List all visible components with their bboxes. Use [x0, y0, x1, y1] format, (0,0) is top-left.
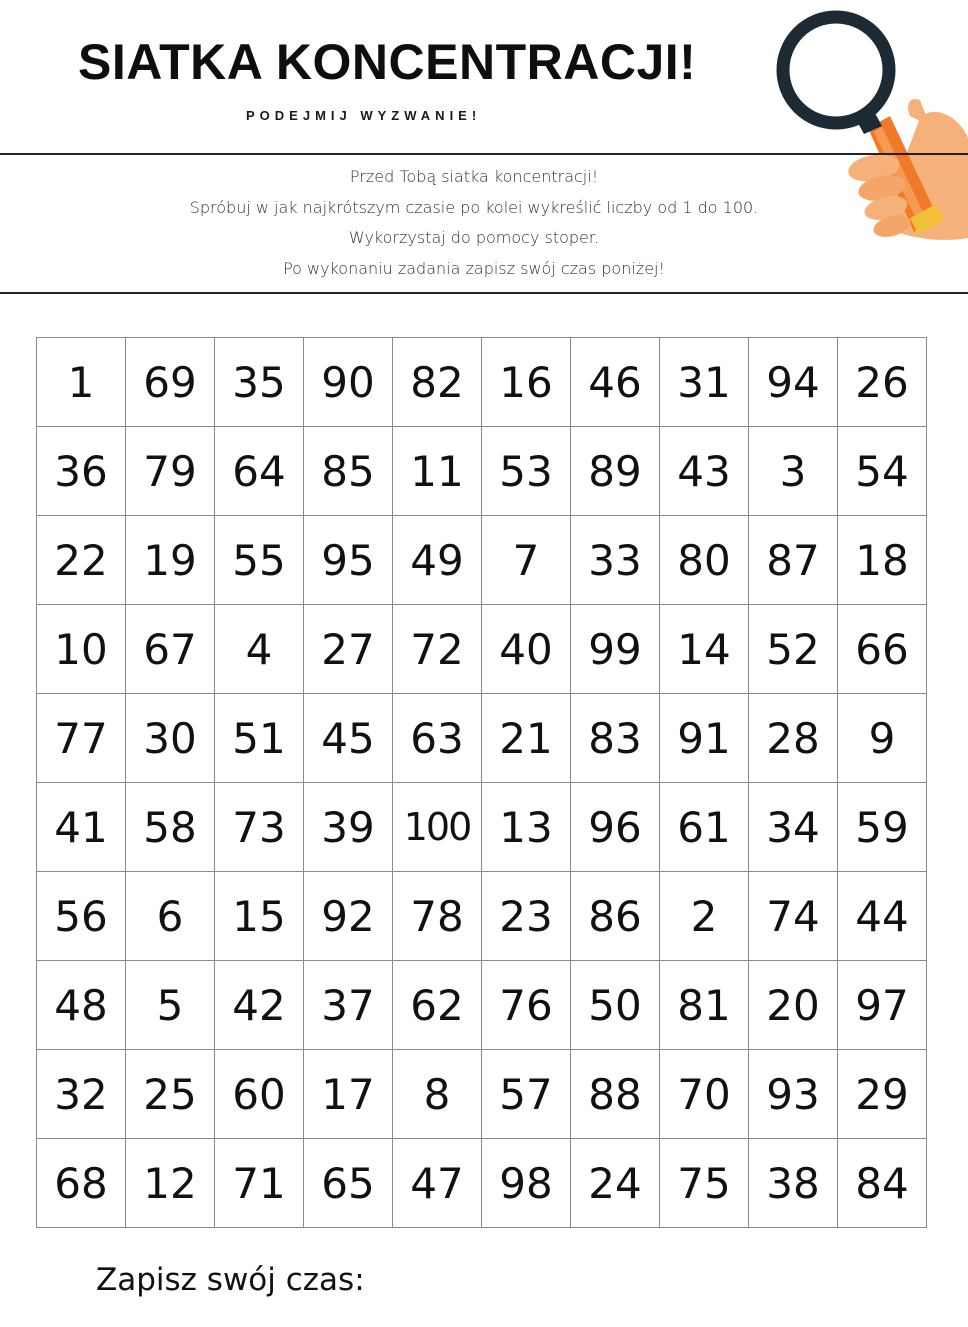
grid-cell[interactable]: 23: [482, 872, 571, 961]
grid-cell[interactable]: 56: [37, 872, 126, 961]
grid-cell[interactable]: 46: [571, 338, 660, 427]
grid-cell[interactable]: 38: [749, 1139, 838, 1228]
grid-cell[interactable]: 21: [482, 694, 571, 783]
grid-cell[interactable]: 100: [393, 783, 482, 872]
grid-cell[interactable]: 62: [393, 961, 482, 1050]
grid-cell[interactable]: 10: [37, 605, 126, 694]
grid-cell[interactable]: 63: [393, 694, 482, 783]
grid-cell[interactable]: 82: [393, 338, 482, 427]
grid-cell[interactable]: 73: [215, 783, 304, 872]
time-label: Zapisz swój czas:: [96, 1262, 365, 1298]
page-title: SIATKA KONCENTRACJI!: [78, 34, 697, 90]
grid-cell[interactable]: 55: [215, 516, 304, 605]
grid-cell[interactable]: 18: [838, 516, 927, 605]
grid-cell[interactable]: 98: [482, 1139, 571, 1228]
grid-cell[interactable]: 79: [126, 427, 215, 516]
grid-cell[interactable]: 90: [304, 338, 393, 427]
grid-cell[interactable]: 16: [482, 338, 571, 427]
grid-cell[interactable]: 84: [838, 1139, 927, 1228]
grid-cell[interactable]: 34: [749, 783, 838, 872]
grid-cell[interactable]: 41: [37, 783, 126, 872]
grid-cell[interactable]: 89: [571, 427, 660, 516]
grid-cell[interactable]: 92: [304, 872, 393, 961]
grid-cell[interactable]: 86: [571, 872, 660, 961]
grid-cell[interactable]: 60: [215, 1050, 304, 1139]
grid-cell[interactable]: 36: [37, 427, 126, 516]
grid-cell[interactable]: 54: [838, 427, 927, 516]
grid-cell[interactable]: 15: [215, 872, 304, 961]
grid-cell[interactable]: 40: [482, 605, 571, 694]
grid-cell[interactable]: 68: [37, 1139, 126, 1228]
grid-cell[interactable]: 95: [304, 516, 393, 605]
grid-cell[interactable]: 25: [126, 1050, 215, 1139]
grid-cell[interactable]: 22: [37, 516, 126, 605]
grid-cell[interactable]: 57: [482, 1050, 571, 1139]
grid-cell[interactable]: 14: [660, 605, 749, 694]
grid-cell[interactable]: 11: [393, 427, 482, 516]
grid-cell[interactable]: 44: [838, 872, 927, 961]
grid-cell[interactable]: 39: [304, 783, 393, 872]
grid-cell[interactable]: 58: [126, 783, 215, 872]
grid-cell[interactable]: 81: [660, 961, 749, 1050]
instructions: [0, 162, 948, 284]
grid-cell[interactable]: 33: [571, 516, 660, 605]
grid-cell[interactable]: 19: [126, 516, 215, 605]
grid-cell[interactable]: 20: [749, 961, 838, 1050]
grid-cell[interactable]: 47: [393, 1139, 482, 1228]
instruction-line: Spróbuj w jak najkrótszym czasie po kolei wykreślić liczby od 1 do 100.: [189, 197, 759, 217]
grid-cell[interactable]: 75: [660, 1139, 749, 1228]
grid-cell[interactable]: 69: [126, 338, 215, 427]
instruction-line: Po wykonaniu zadania zapisz swój czas poniżej!: [283, 258, 665, 278]
grid-cell[interactable]: 91: [660, 694, 749, 783]
grid-cell[interactable]: 96: [571, 783, 660, 872]
grid-cell[interactable]: 37: [304, 961, 393, 1050]
grid-cell[interactable]: 51: [215, 694, 304, 783]
grid-cell[interactable]: 88: [571, 1050, 660, 1139]
grid-cell[interactable]: 6: [126, 872, 215, 961]
grid-cell[interactable]: 52: [749, 605, 838, 694]
grid-cell[interactable]: 2: [660, 872, 749, 961]
grid-cell[interactable]: 83: [571, 694, 660, 783]
grid-cell[interactable]: 71: [215, 1139, 304, 1228]
grid-cell[interactable]: 77: [37, 694, 126, 783]
grid-cell[interactable]: 70: [660, 1050, 749, 1139]
grid-cell[interactable]: 43: [660, 427, 749, 516]
grid-cell[interactable]: 17: [304, 1050, 393, 1139]
grid-cell[interactable]: 50: [571, 961, 660, 1050]
grid-cell[interactable]: 61: [660, 783, 749, 872]
grid-cell[interactable]: 87: [749, 516, 838, 605]
bottom-divider: [0, 292, 968, 294]
grid-cell[interactable]: 28: [749, 694, 838, 783]
concentration-grid: [36, 337, 927, 1228]
grid-cell[interactable]: 4: [215, 605, 304, 694]
grid-cell[interactable]: 85: [304, 427, 393, 516]
grid-cell[interactable]: 45: [304, 694, 393, 783]
grid-cell[interactable]: 99: [571, 605, 660, 694]
grid-cell[interactable]: 12: [126, 1139, 215, 1228]
grid-cell[interactable]: 29: [838, 1050, 927, 1139]
page-subtitle: PODEJMIJ WYZWANIE!: [246, 108, 482, 123]
grid-cell[interactable]: 78: [393, 872, 482, 961]
grid-cell[interactable]: 24: [571, 1139, 660, 1228]
grid-cell[interactable]: 35: [215, 338, 304, 427]
grid-cell[interactable]: 27: [304, 605, 393, 694]
grid-cell[interactable]: 97: [838, 961, 927, 1050]
instruction-line: Wykorzystaj do pomocy stoper.: [348, 228, 600, 247]
grid-cell[interactable]: 80: [660, 516, 749, 605]
grid-cell[interactable]: 59: [838, 783, 927, 872]
grid-cell[interactable]: 9: [838, 694, 927, 783]
grid-cell[interactable]: 42: [215, 961, 304, 1050]
grid-cell[interactable]: 26: [838, 338, 927, 427]
instruction-line: Przed Tobą siatka koncentracji!: [349, 167, 599, 186]
grid-cell[interactable]: 76: [482, 961, 571, 1050]
grid-cell[interactable]: 3: [749, 427, 838, 516]
grid-cell[interactable]: 64: [215, 427, 304, 516]
grid-cell[interactable]: 7: [482, 516, 571, 605]
grid-cell[interactable]: 66: [838, 605, 927, 694]
grid-cell[interactable]: 1: [37, 338, 126, 427]
grid-cell[interactable]: 67: [126, 605, 215, 694]
grid-cell[interactable]: 48: [37, 961, 126, 1050]
grid-cell[interactable]: 8: [393, 1050, 482, 1139]
top-divider: [0, 153, 968, 155]
grid-cell[interactable]: 5: [126, 961, 215, 1050]
grid-cell[interactable]: 30: [126, 694, 215, 783]
grid-cell[interactable]: 32: [37, 1050, 126, 1139]
grid-cell[interactable]: 53: [482, 427, 571, 516]
grid-cell[interactable]: 13: [482, 783, 571, 872]
grid-cell[interactable]: 94: [749, 338, 838, 427]
grid-cell[interactable]: 72: [393, 605, 482, 694]
grid-cell[interactable]: 74: [749, 872, 838, 961]
grid-cell[interactable]: 65: [304, 1139, 393, 1228]
grid-cell[interactable]: 93: [749, 1050, 838, 1139]
grid-cell[interactable]: 49: [393, 516, 482, 605]
grid-cell[interactable]: 31: [660, 338, 749, 427]
